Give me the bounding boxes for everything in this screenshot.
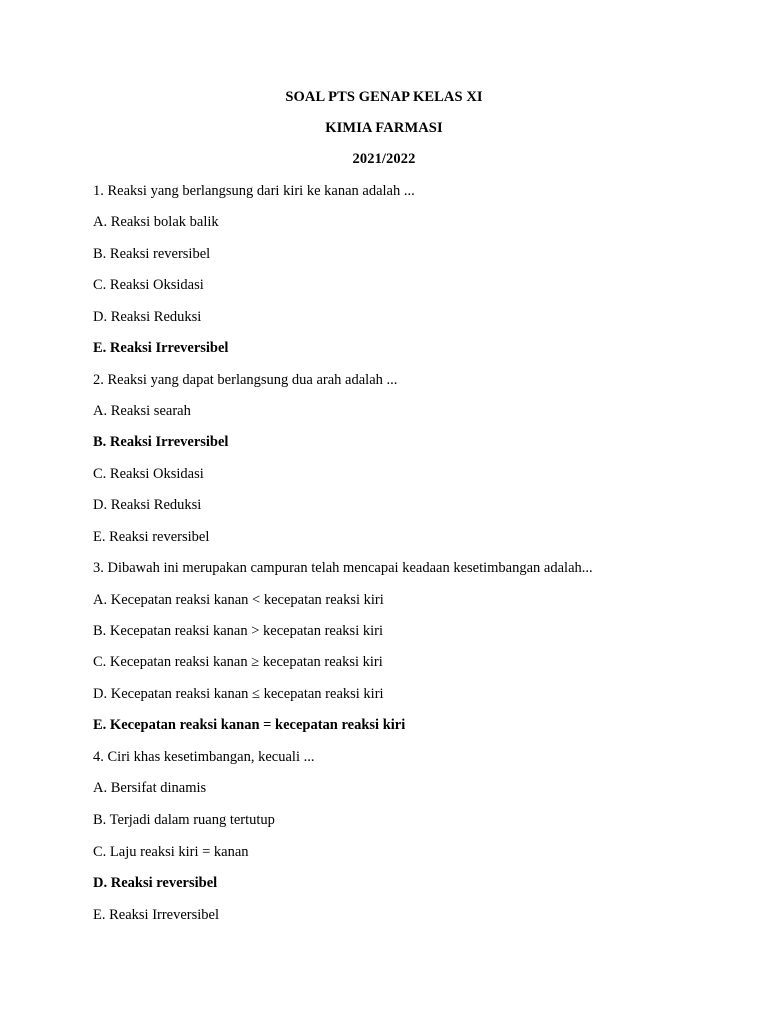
question-1-option-d: D. Reaksi Reduksi (93, 309, 202, 325)
question-2-option-a: A. Reaksi searah (93, 403, 191, 419)
question-2-option-b-answer: B. Reaksi Irreversibel (93, 434, 229, 450)
question-3-option-c: C. Kecepatan reaksi kanan ≥ kecepatan reaksi kiri (93, 654, 383, 670)
question-1-option-a: A. Reaksi bolak balik (93, 214, 219, 230)
question-3-option-a: A. Kecepatan reaksi kanan < kecepatan reaksi kiri (93, 592, 384, 608)
question-3-option-d: D. Kecepatan reaksi kanan ≤ kecepatan reaksi kiri (93, 686, 384, 702)
question-1-option-b: B. Reaksi reversibel (93, 246, 211, 262)
question-3-option-b: B. Kecepatan reaksi kanan > kecepatan reaksi kiri (93, 623, 383, 639)
document-year: 2021/2022 (352, 151, 416, 167)
question-4-option-a: A. Bersifat dinamis (93, 780, 207, 796)
question-1-option-e-answer: E. Reaksi Irreversibel (93, 340, 229, 356)
question-4-option-b: B. Terjadi dalam ruang tertutup (93, 812, 275, 828)
question-4-text: 4. Ciri khas kesetimbangan, kecuali ... (93, 749, 315, 765)
document-subject: KIMIA FARMASI (325, 120, 443, 136)
document-title: SOAL PTS GENAP KELAS XI (285, 89, 483, 105)
question-2-option-d: D. Reaksi Reduksi (93, 497, 202, 513)
question-4-option-c: C. Laju reaksi kiri = kanan (93, 844, 249, 860)
question-4-option-d-answer: D. Reaksi reversibel (93, 875, 218, 891)
question-3-option-e-answer: E. Kecepatan reaksi kanan = kecepatan reaksi kiri (93, 717, 406, 733)
question-4-option-e: E. Reaksi Irreversibel (93, 907, 220, 923)
question-1-text: 1. Reaksi yang berlangsung dari kiri ke kanan adalah ... (93, 183, 415, 199)
question-3-text: 3. Dibawah ini merupakan campuran telah mencapai keadaan kesetimbangan adalah... (93, 560, 593, 576)
question-2-text: 2. Reaksi yang dapat berlangsung dua arah adalah ... (93, 372, 398, 388)
question-2-option-c: C. Reaksi Oksidasi (93, 466, 204, 482)
question-2-option-e: E. Reaksi reversibel (93, 529, 210, 545)
question-1-option-c: C. Reaksi Oksidasi (93, 277, 204, 293)
